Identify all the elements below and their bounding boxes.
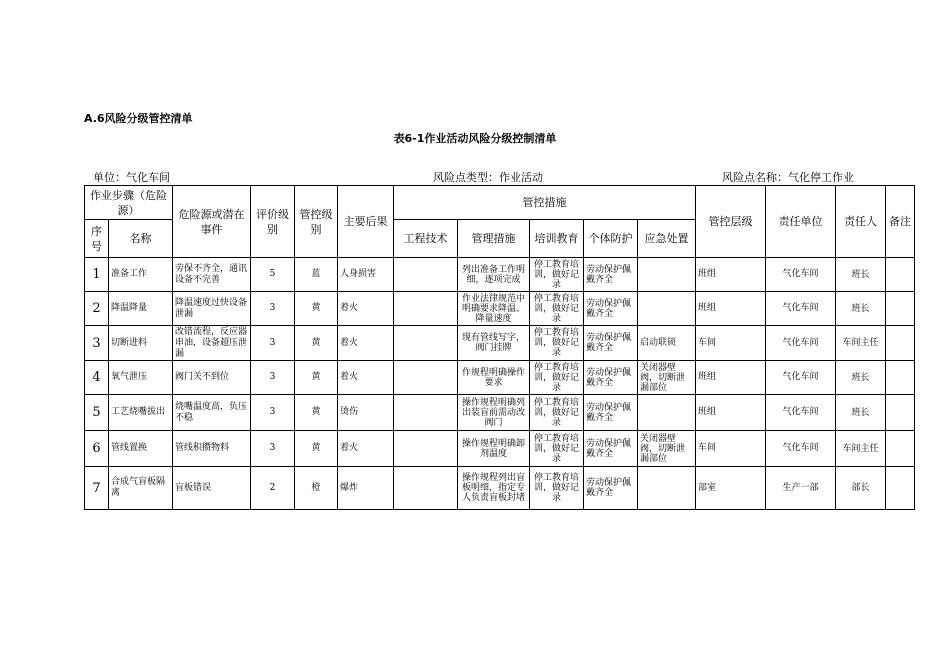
row-hazard: 管线积攒物料 <box>173 431 251 467</box>
row-consequence: 爆炸 <box>338 467 394 510</box>
row-consequence: 烫伤 <box>338 395 394 431</box>
row-tier: 部室 <box>696 467 766 510</box>
row-dept: 生产一部 <box>766 467 836 510</box>
row-engineering <box>394 395 458 431</box>
row-remark <box>886 467 915 510</box>
row-engineering <box>394 258 458 292</box>
row-consequence: 着火 <box>338 431 394 467</box>
row-training: 停工教育培训，做好记录 <box>530 326 584 361</box>
header-remark: 备注 <box>886 186 915 258</box>
row-seq: 3 <box>85 326 109 361</box>
row-management: 现有管线写字，阀门挂牌 <box>458 326 530 361</box>
row-management: 操作规程列出盲板明细，指定专人负责盲板封堵 <box>458 467 530 510</box>
row-tier: 班组 <box>696 292 766 326</box>
row-dept: 气化车间 <box>766 361 836 395</box>
row-tier: 车间 <box>696 431 766 467</box>
row-eval-level: 3 <box>251 326 295 361</box>
table-row <box>85 258 915 292</box>
row-name: 工艺烧嘴拔出 <box>109 395 173 431</box>
row-dept: 气化车间 <box>766 292 836 326</box>
row-consequence: 人身损害 <box>338 258 394 292</box>
row-engineering <box>394 467 458 510</box>
row-control-level: 黄 <box>295 326 338 361</box>
row-management: 作规程明确操作要求 <box>458 361 530 395</box>
row-emergency: 启动联锁 <box>638 326 696 361</box>
row-ppe: 劳动保护佩戴齐全 <box>584 326 638 361</box>
row-management: 作业法律规范中明确要求降温、降量速度 <box>458 292 530 326</box>
row-ppe: 劳动保护佩戴齐全 <box>584 467 638 510</box>
table-row <box>85 292 915 326</box>
row-tier: 班组 <box>696 395 766 431</box>
row-person: 车间主任 <box>836 431 886 467</box>
table-row <box>85 467 915 510</box>
row-control-level: 黄 <box>295 292 338 326</box>
header-training: 培训教育 <box>530 220 584 258</box>
row-engineering <box>394 292 458 326</box>
header-consequence: 主要后果 <box>338 186 394 258</box>
header-person: 责任人 <box>836 186 886 258</box>
row-emergency <box>638 258 696 292</box>
row-seq: 4 <box>85 361 109 395</box>
row-emergency <box>638 395 696 431</box>
row-dept: 气化车间 <box>766 326 836 361</box>
row-training: 停工教育培训，做好记录 <box>530 292 584 326</box>
row-control-level: 黄 <box>295 361 338 395</box>
row-person: 班长 <box>836 292 886 326</box>
header-tier: 管控层级 <box>696 186 766 258</box>
header-work-steps: 作业步骤（危险源） <box>85 186 173 220</box>
row-person: 班长 <box>836 361 886 395</box>
row-name: 切断进料 <box>109 326 173 361</box>
row-seq: 5 <box>85 395 109 431</box>
row-remark <box>886 395 915 431</box>
row-person: 部长 <box>836 467 886 510</box>
row-dept: 气化车间 <box>766 431 836 467</box>
row-control-level: 黄 <box>295 431 338 467</box>
row-ppe: 劳动保护佩戴齐全 <box>584 361 638 395</box>
row-engineering <box>394 431 458 467</box>
row-tier: 班组 <box>696 258 766 292</box>
row-remark <box>886 258 915 292</box>
row-emergency <box>638 467 696 510</box>
header-eval-level: 评价级别 <box>251 186 295 258</box>
row-eval-level: 3 <box>251 361 295 395</box>
unit-label: 单位：气化车间 <box>93 171 170 184</box>
row-consequence: 着火 <box>338 292 394 326</box>
risk-point-type-label: 风险点类型：作业活动 <box>433 171 543 184</box>
header-emergency: 应急处置 <box>638 220 696 258</box>
row-name: 准备工作 <box>109 258 173 292</box>
row-engineering <box>394 361 458 395</box>
row-consequence: 着火 <box>338 361 394 395</box>
header-measures: 管控措施 <box>394 186 696 220</box>
section-title: A.6风险分级管控清单 <box>84 112 193 125</box>
row-person: 车间主任 <box>836 326 886 361</box>
row-eval-level: 3 <box>251 395 295 431</box>
row-person: 班长 <box>836 395 886 431</box>
row-dept: 气化车间 <box>766 395 836 431</box>
table-title: 表6-1作业活动风险分级控制清单 <box>393 132 557 145</box>
header-seq: 序号 <box>85 220 109 258</box>
row-training: 停工教育培训，做好记录 <box>530 258 584 292</box>
row-training: 停工教育培训，做好记录 <box>530 361 584 395</box>
table-row <box>85 361 915 395</box>
row-name: 降温降量 <box>109 292 173 326</box>
row-person: 班长 <box>836 258 886 292</box>
header-hazard: 危险源或潜在事件 <box>173 186 251 258</box>
row-management: 操作规程明确列出装盲前需动改阀门 <box>458 395 530 431</box>
row-hazard: 盲板错误 <box>173 467 251 510</box>
row-name: 合成气盲板隔离 <box>109 467 173 510</box>
risk-control-table <box>84 185 915 510</box>
header-dept: 责任单位 <box>766 186 836 258</box>
row-name: 管线置换 <box>109 431 173 467</box>
row-eval-level: 5 <box>251 258 295 292</box>
row-ppe: 劳动保护佩戴齐全 <box>584 431 638 467</box>
header-name: 名称 <box>109 220 173 258</box>
row-seq: 2 <box>85 292 109 326</box>
row-seq: 1 <box>85 258 109 292</box>
row-hazard: 降温速度过快设备泄漏 <box>173 292 251 326</box>
table-row <box>85 326 915 361</box>
row-control-level: 黄 <box>295 395 338 431</box>
row-remark <box>886 292 915 326</box>
row-emergency: 关闭器壁阀，切断泄漏部位 <box>638 361 696 395</box>
row-hazard: 劳保不齐全，通讯设备不完善 <box>173 258 251 292</box>
row-control-level: 蓝 <box>295 258 338 292</box>
table-row <box>85 395 915 431</box>
row-consequence: 着火 <box>338 326 394 361</box>
header-engineering: 工程技术 <box>394 220 458 258</box>
row-emergency: 关闭器壁阀，切断泄漏部位 <box>638 431 696 467</box>
header-control-level: 管控级别 <box>295 186 338 258</box>
row-remark <box>886 431 915 467</box>
row-ppe: 劳动保护佩戴齐全 <box>584 292 638 326</box>
row-remark <box>886 361 915 395</box>
row-training: 停工教育培训，做好记录 <box>530 431 584 467</box>
row-name: 氧气泄压 <box>109 361 173 395</box>
risk-point-name-label: 风险点名称：气化停工作业 <box>722 171 854 184</box>
row-tier: 车间 <box>696 326 766 361</box>
row-hazard: 烧嘴温度高，负压不稳 <box>173 395 251 431</box>
row-management: 操作规程明确卸剂温度 <box>458 431 530 467</box>
row-remark <box>886 326 915 361</box>
row-seq: 7 <box>85 467 109 510</box>
header-management: 管理措施 <box>458 220 530 258</box>
table-row <box>85 431 915 467</box>
row-ppe: 劳动保护佩戴齐全 <box>584 395 638 431</box>
row-training: 停工教育培训，做好记录 <box>530 467 584 510</box>
row-seq: 6 <box>85 431 109 467</box>
row-emergency <box>638 292 696 326</box>
row-control-level: 橙 <box>295 467 338 510</box>
row-ppe: 劳动保护佩戴齐全 <box>584 258 638 292</box>
row-eval-level: 3 <box>251 292 295 326</box>
row-dept: 气化车间 <box>766 258 836 292</box>
row-engineering <box>394 326 458 361</box>
row-hazard: 改错流程，反应器串油，设备超压泄漏 <box>173 326 251 361</box>
row-hazard: 阀门关不到位 <box>173 361 251 395</box>
row-eval-level: 2 <box>251 467 295 510</box>
row-management: 列出准备工作明细，逐项完成 <box>458 258 530 292</box>
row-eval-level: 3 <box>251 431 295 467</box>
row-training: 停工教育培训，做好记录 <box>530 395 584 431</box>
header-ppe: 个体防护 <box>584 220 638 258</box>
row-tier: 班组 <box>696 361 766 395</box>
